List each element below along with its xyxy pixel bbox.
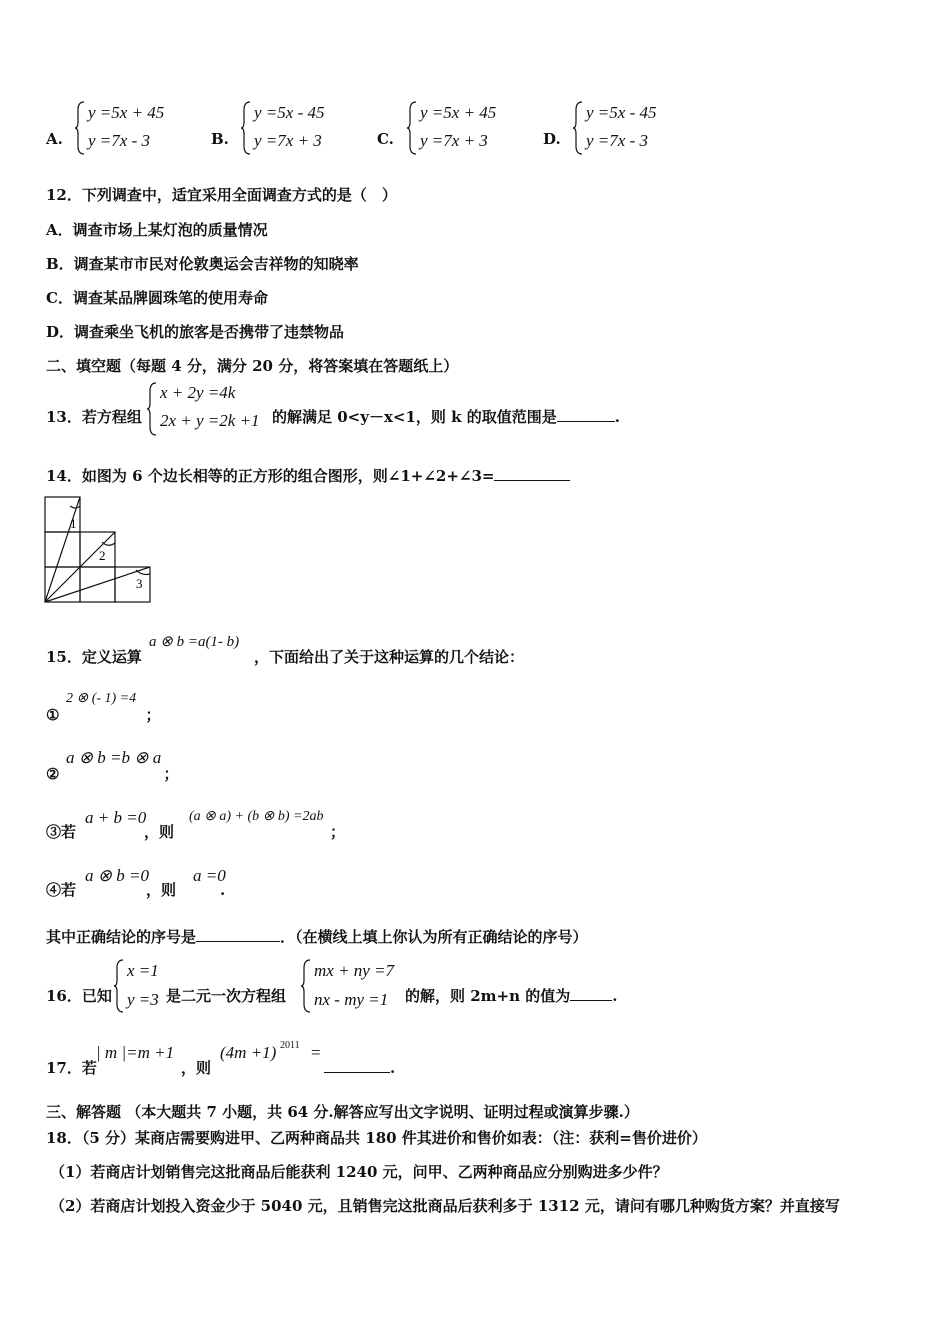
q18-stem: 18．（5 分）某商店需要购进甲、乙两种商品共 180 件其进价和售价如表：（注：获利=售价进价） xyxy=(46,1129,707,1147)
q17-mid: ，则 xyxy=(181,1059,212,1077)
q13-eq1: x + 2y =4k xyxy=(160,383,236,402)
option-c-eq1: y =5x + 45 xyxy=(420,103,497,122)
q16-prefix: 16．已知 xyxy=(46,987,112,1005)
item-1-expr: 2 ⊗ (- 1) =4 xyxy=(66,691,137,706)
q18-part-1: （1）若商店计划销售完这批商品后能获利 1240 元，问甲、乙两种商品应分别购进多少件？ xyxy=(50,1163,668,1181)
option-d-eq1: y =5x - 45 xyxy=(586,103,657,122)
option-d-brace xyxy=(572,100,584,156)
q16-eq1: mx + ny =7 xyxy=(314,961,395,980)
option-c-label: C. xyxy=(377,130,394,148)
q16-system-brace xyxy=(300,958,312,1014)
q17-expression: (4m +1) xyxy=(220,1043,277,1062)
q16-solution-brace xyxy=(113,958,125,1014)
item-4-mid: ，则 xyxy=(146,881,177,899)
option-a-eq1: y =5x + 45 xyxy=(88,103,165,122)
item-4-end: . xyxy=(220,881,226,899)
q17-prefix: 17．若 xyxy=(46,1059,97,1077)
q13-eq2: 2x + y =2k +1 xyxy=(160,411,260,430)
option-b-eq1: y =5x - 45 xyxy=(254,103,325,122)
angle-arc-1 xyxy=(70,506,80,508)
q18-part-2: （2）若商店计划投入资金少于 5040 元，且销售完这批商品后获利多于 1312 元，请问有哪几种购货方案？并直接写 xyxy=(50,1197,840,1215)
q12-stem: 12．下列调查中，适宜采用全面调查方式的是（ ） xyxy=(46,186,397,204)
option-b-label: B. xyxy=(211,130,229,148)
q17-answer-blank[interactable] xyxy=(324,1058,390,1073)
option-a-label: A. xyxy=(46,130,63,148)
q16-suffix: 的解，则 2m+n 的值为 xyxy=(405,987,571,1005)
q16-eq2: nx - my =1 xyxy=(314,990,389,1009)
option-a-eq2: y =7x - 3 xyxy=(88,131,150,150)
item-2-mark: ② xyxy=(46,765,60,783)
item-3-pre: 若 xyxy=(61,823,77,841)
q13-brace xyxy=(146,381,158,437)
item-3-mark: ③ xyxy=(46,823,62,841)
q16-answer-blank[interactable] xyxy=(570,986,612,1001)
item-3-end: ； xyxy=(330,823,346,841)
q13-answer-blank[interactable] xyxy=(557,407,615,422)
q15-prefix: 15．定义运算 xyxy=(46,648,142,666)
q13-prefix: 13．若方程组 xyxy=(46,408,142,426)
q16-condition xyxy=(405,986,617,1006)
q15-answer-line xyxy=(46,927,588,947)
q15-answer-blank[interactable] xyxy=(196,927,280,942)
angle-label-3: 3 xyxy=(136,576,143,591)
item-3-mid: ，则 xyxy=(144,823,175,841)
diagonal-line-3 xyxy=(45,567,150,602)
option-d-eq2: y =7x - 3 xyxy=(586,131,648,150)
item-1-mark: ① xyxy=(46,706,60,724)
q14-text xyxy=(46,466,570,486)
q17-exponent: 2011 xyxy=(280,1040,300,1051)
q15-suffix: ，下面给出了关于这种运算的几个结论： xyxy=(254,648,525,666)
option-c-brace xyxy=(406,100,418,156)
q16-end: . xyxy=(612,987,618,1005)
item-3-expr2: (a ⊗ a) + (b ⊗ b) =2ab xyxy=(189,809,324,824)
option-d-label: D. xyxy=(543,130,561,148)
q14-stem: 14．如图为 6 个边长相等的正方形的组合图形，则∠1+∠2+∠3= xyxy=(46,467,495,485)
q15-item-1 xyxy=(46,705,160,725)
item-4-pre: 若 xyxy=(61,881,77,899)
item-2-end: ； xyxy=(163,765,179,783)
option-b-eq2: y =7x + 3 xyxy=(254,131,322,150)
q13-end: . xyxy=(614,408,620,426)
angle-label-1: 1 xyxy=(70,516,77,531)
section-3-heading: 三、解答题 （本大题共 7 小题，共 64 分.解答应写出文字说明、证明过程或演算步骤.） xyxy=(46,1103,639,1121)
item-2-expr: a ⊗ b =b ⊗ a xyxy=(66,748,162,767)
item-3-expr1: a + b =0 xyxy=(85,808,147,827)
q17-answer xyxy=(324,1058,395,1078)
q17-condition: | m |=m +1 xyxy=(96,1043,175,1062)
item-1-end: ； xyxy=(145,706,161,724)
item-4-mark: ④ xyxy=(46,881,62,899)
q12-option-c: C．调查某品牌圆珠笔的使用寿命 xyxy=(46,289,268,307)
q16-sol1: x =1 xyxy=(127,961,159,980)
q14-squares-figure xyxy=(44,496,154,606)
item-4-expr2: a =0 xyxy=(193,866,226,885)
section-2-heading: 二、填空题（每题 4 分，满分 20 分，将答案填在答题纸上） xyxy=(46,357,459,375)
q16-sol2: y =3 xyxy=(127,990,159,1009)
option-c-eq2: y =7x + 3 xyxy=(420,131,488,150)
q12-option-d: D．调查乘坐飞机的旅客是否携带了违禁物品 xyxy=(46,323,345,341)
option-b-brace xyxy=(240,100,252,156)
item-4-expr1: a ⊗ b =0 xyxy=(85,866,149,885)
q17-end: . xyxy=(390,1059,396,1077)
q13-suffix: 的解满足 0<y－x<1，则 k 的取值范围是 xyxy=(272,408,557,426)
q12-option-a: A．调查市场上某灯泡的质量情况 xyxy=(46,221,268,239)
q17-equals: = xyxy=(311,1043,321,1062)
q15-answer-post: ．（在横线上填上你认为所有正确结论的序号） xyxy=(280,928,588,946)
q14-answer-blank[interactable] xyxy=(494,466,570,481)
diagonal-line-1 xyxy=(45,497,80,602)
q13-condition xyxy=(272,407,620,427)
angle-label-2: 2 xyxy=(99,548,106,563)
option-a-brace xyxy=(74,100,86,156)
q16-mid: 是二元一次方程组 xyxy=(166,987,287,1005)
q15-definition: a ⊗ b =a(1- b) xyxy=(149,634,240,650)
q12-option-b: B．调查某市市民对伦敦奥运会吉祥物的知晓率 xyxy=(46,255,359,273)
q15-answer-pre: 其中正确结论的序号是 xyxy=(46,928,197,946)
